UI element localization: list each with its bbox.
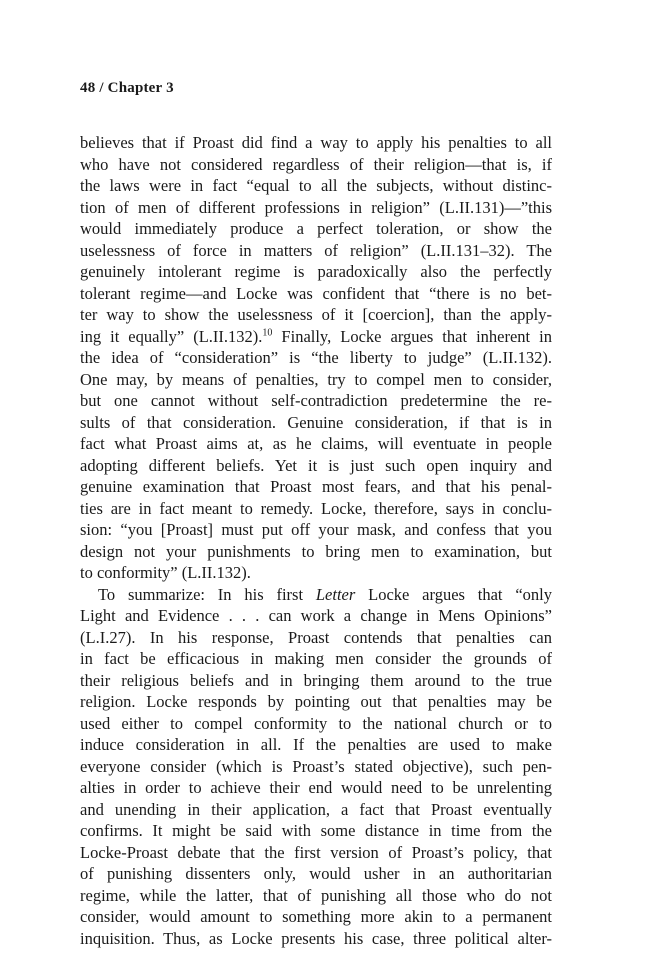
text-segment: Locke argues that “only <box>355 584 552 604</box>
text-line: induce consideration in all. If the penalties are used to make <box>80 735 552 754</box>
text-line: everyone consider (which is Proast’s stated objective), such pen- <box>80 756 552 776</box>
text-line: uselessness of force in matters of religion” (L.II.131–32). The <box>80 240 552 260</box>
text-line: of punishing dissenters only, would usher in an authoritarian <box>80 864 552 883</box>
page-body <box>80 132 552 949</box>
text-line: the idea of “consideration” is “the liberty to judge” (L.II.132). <box>80 348 552 367</box>
text-line: Locke-Proast debate that the first version of Proast’s policy, that <box>80 842 552 862</box>
text-line: fact what Proast aims at, as he claims, will eventuate in people <box>80 434 552 453</box>
text-line: to conformity” (L.II.132). <box>80 563 251 582</box>
text-line: their religious beliefs and in bringing them around to the true <box>80 670 552 690</box>
text-line: inquisition. Thus, as Locke presents his case, three political alter- <box>80 928 552 948</box>
text-line: alties in order to achieve their end would need to be unrelenting <box>80 778 552 797</box>
text-line: genuinely intolerant regime is paradoxically also the perfectly <box>80 262 552 281</box>
footnote-marker[interactable]: 10 <box>262 327 273 338</box>
text-line: ter way to show the uselessness of it [coercion], than the apply- <box>80 305 552 324</box>
text-segment: ing it equally” (L.II.132). <box>80 326 263 346</box>
text-line: sults of that consideration. Genuine consideration, if that is in <box>80 412 552 432</box>
italic-title: Letter <box>315 584 356 604</box>
text-line-with-footnote <box>80 326 552 348</box>
text-line: the laws were in fact “equal to all the subjects, without distinc- <box>80 176 552 195</box>
text-line: consider, would amount to something more akin to a permanent <box>80 907 552 926</box>
running-head: 48 / Chapter 3 <box>80 80 174 96</box>
text-line: tion of men of different professions in religion” (L.II.131)—”this <box>80 197 552 217</box>
text-line: adopting different beliefs. Yet it is just such open inquiry and <box>80 455 552 475</box>
text-line: who have not considered regardless of their religion—that is, if <box>80 154 552 174</box>
text-line: would immediately produce a perfect toleration, or show the <box>80 219 552 238</box>
paragraph-2 <box>80 584 552 950</box>
text-line: genuine examination that Proast most fears, and that his penal- <box>80 477 552 496</box>
paragraph-1 <box>80 132 552 584</box>
text-line: One may, by means of penalties, try to compel men to consider, <box>80 369 552 389</box>
text-line-with-italic <box>80 584 552 606</box>
text-line: confirms. It might be said with some distance in time from the <box>80 821 552 840</box>
text-line: tolerant regime—and Locke was confident that “there is no bet- <box>80 283 552 303</box>
text-line: ties are in fact meant to remedy. Locke, therefore, says in conclu- <box>80 498 552 518</box>
text-line: used either to compel conformity to the national church or to <box>80 713 552 733</box>
text-line: Light and Evidence . . . can work a change in Mens Opinions” <box>80 606 552 625</box>
text-line: (L.I.27). In his response, Proast contends that penalties can <box>80 627 552 647</box>
text-line: design not your punishments to bring men to examination, but <box>80 541 552 561</box>
text-line: but one cannot without self-contradiction predetermine the re- <box>80 391 552 410</box>
text-line: in fact be efficacious in making men consider the grounds of <box>80 649 552 668</box>
text-line: sion: “you [Proast] must put off your mask, and confess that you <box>80 520 552 539</box>
text-segment: To summarize: In his first <box>98 584 316 604</box>
text-line: believes that if Proast did find a way to apply his penalties to all <box>80 133 552 152</box>
text-line: regime, while the latter, that of punishing all those who do not <box>80 885 552 905</box>
text-segment: Finally, Locke argues that inherent in <box>272 326 552 346</box>
text-line: religion. Locke responds by pointing out that penalties may be <box>80 692 552 711</box>
text-line: and unending in their application, a fact that Proast eventually <box>80 799 552 819</box>
